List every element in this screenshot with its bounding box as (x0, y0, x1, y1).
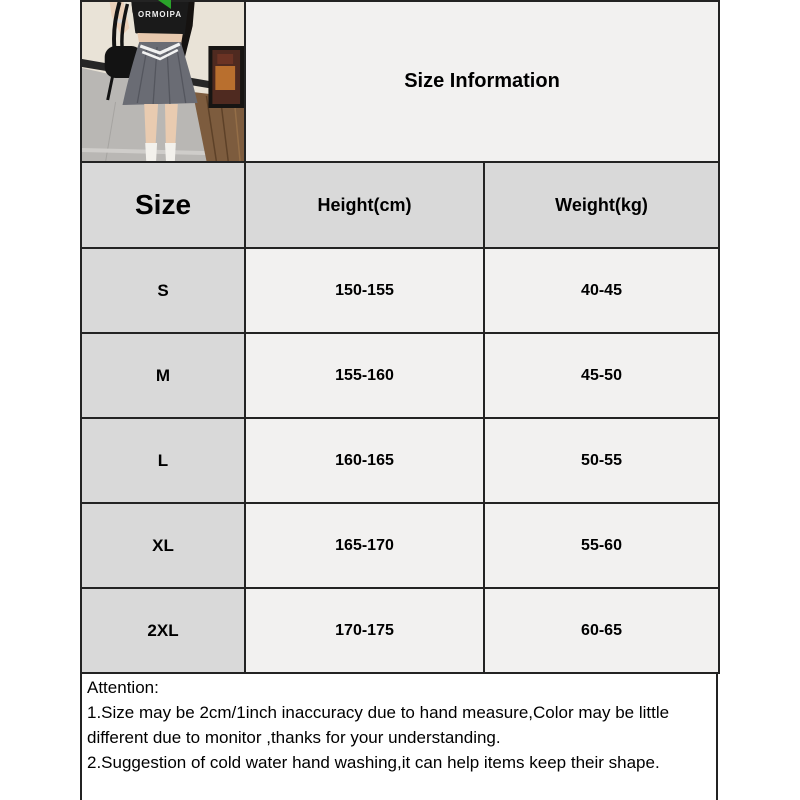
size-label: M (81, 333, 245, 418)
column-header-weight: Weight(kg) (484, 162, 719, 248)
table-header-row (81, 162, 719, 248)
weight-value: 55-60 (484, 503, 719, 588)
height-value: 150-155 (245, 248, 484, 333)
column-header-height: Height(cm) (245, 162, 484, 248)
height-value: 155-160 (245, 333, 484, 418)
table-row-l (81, 418, 719, 503)
weight-value: 60-65 (484, 588, 719, 673)
height-value: 160-165 (245, 418, 484, 503)
attention-title: Attention: (87, 678, 159, 697)
size-table-wrap (80, 0, 718, 800)
shirt-text: ORMOIPA (138, 9, 183, 20)
attention-line-1: 1.Size may be 2cm/1inch inaccuracy due to hand measure,Color may be little different due to monitor ,thanks for your understanding. (87, 703, 670, 747)
weight-value: 40-45 (484, 248, 719, 333)
page-title: Size Information (404, 70, 560, 92)
column-header-size: Size (81, 162, 245, 248)
size-information-title-cell (245, 1, 719, 162)
table-row-xl (81, 503, 719, 588)
weight-value: 45-50 (484, 333, 719, 418)
height-value: 170-175 (245, 588, 484, 673)
table-row-m (81, 333, 719, 418)
size-table (80, 0, 720, 674)
table-row-s (81, 248, 719, 333)
product-photo-image (82, 2, 244, 161)
top-row (81, 1, 719, 162)
size-label: 2XL (81, 588, 245, 673)
attention-line-2: 2.Suggestion of cold water hand washing,it can help items keep their shape. (87, 753, 660, 772)
size-label: S (81, 248, 245, 333)
size-label: L (81, 418, 245, 503)
table-row-2xl (81, 588, 719, 673)
product-photo-cell (81, 1, 245, 162)
height-value: 165-170 (245, 503, 484, 588)
weight-value: 50-55 (484, 418, 719, 503)
attention-box (80, 672, 718, 800)
wall-frame (208, 46, 244, 108)
size-label: XL (81, 503, 245, 588)
